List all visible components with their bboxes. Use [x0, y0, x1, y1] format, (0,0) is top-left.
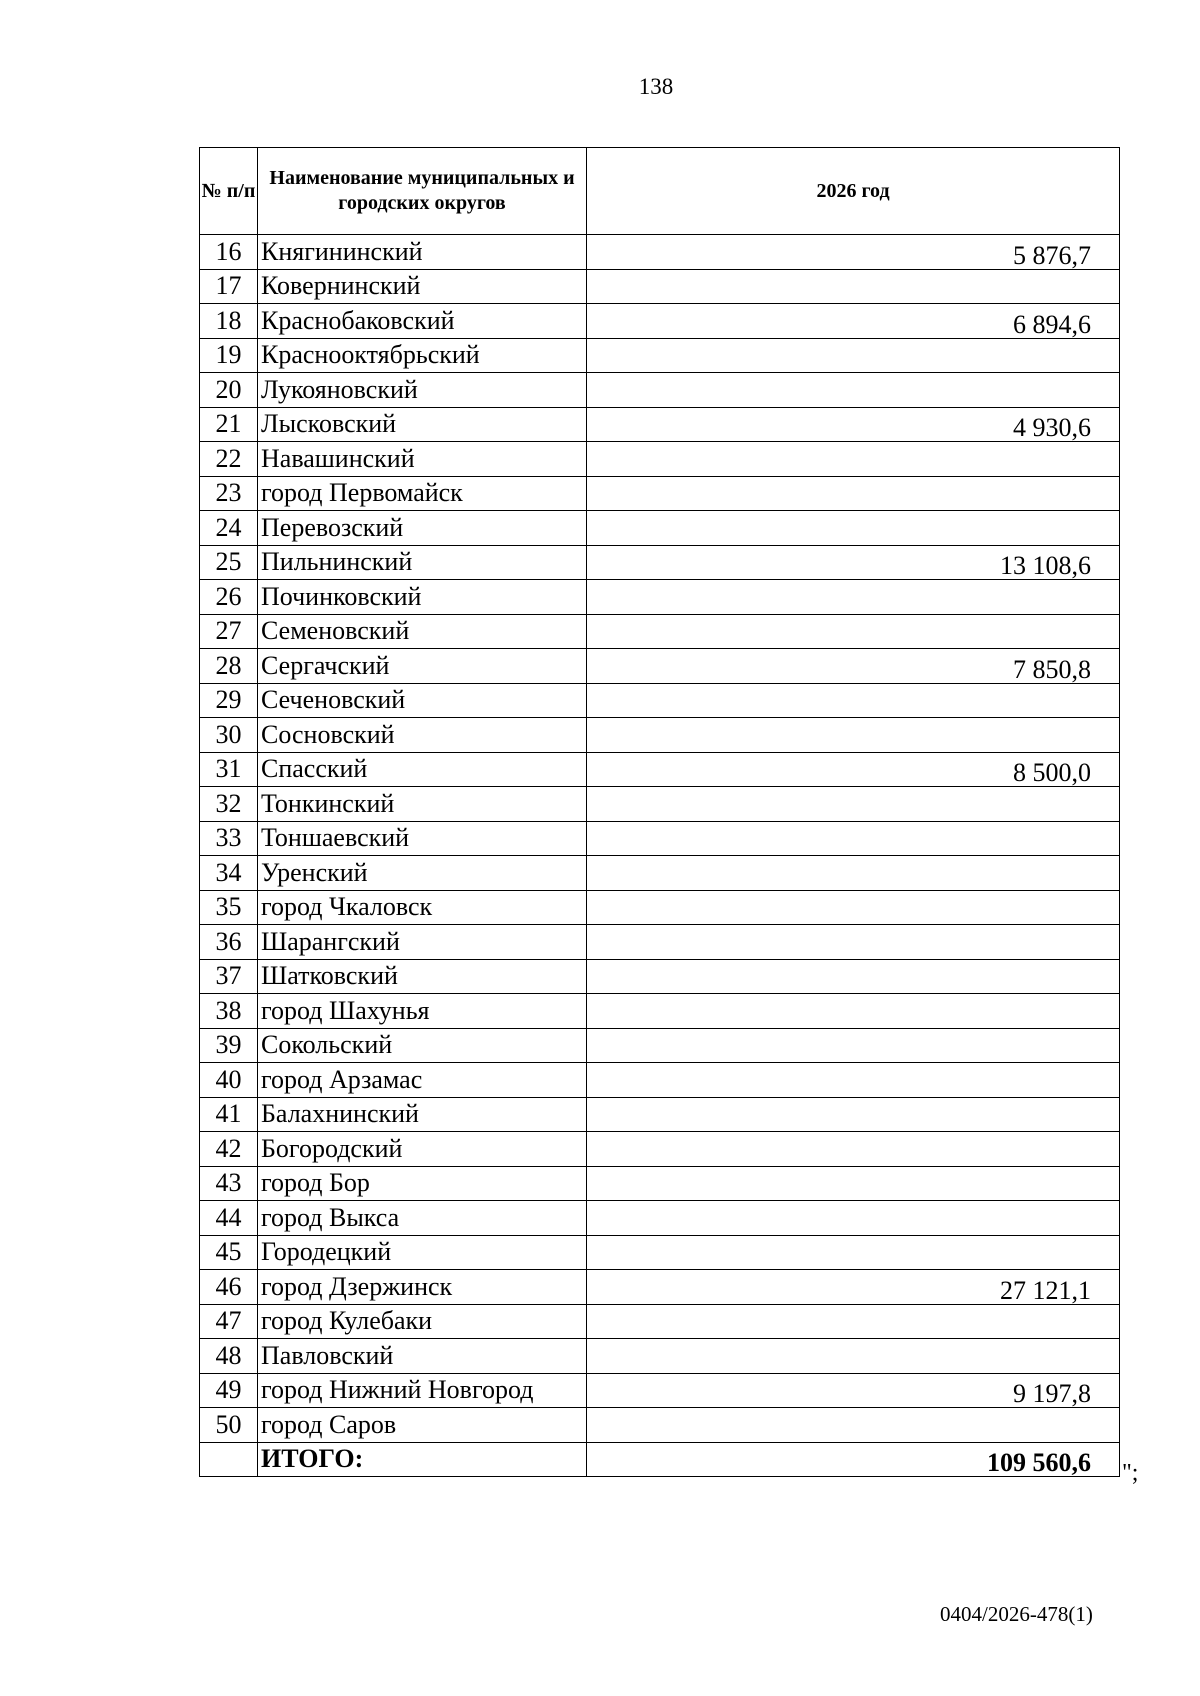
row-municipality-name: Сосновский: [258, 718, 587, 753]
row-number: 22: [200, 442, 258, 477]
row-value: 8 500,0: [587, 752, 1120, 787]
table-row: [200, 821, 1120, 856]
table-row: [200, 1166, 1120, 1201]
row-number: 45: [200, 1235, 258, 1270]
table-body: [200, 235, 1120, 1477]
total-row: [200, 1442, 1120, 1477]
row-municipality-name: Сокольский: [258, 1028, 587, 1063]
table-row: [200, 1304, 1120, 1339]
table-row: [200, 1235, 1120, 1270]
row-value: [587, 787, 1120, 822]
row-value: [587, 1132, 1120, 1167]
row-municipality-name: Городецкий: [258, 1235, 587, 1270]
row-municipality-name: Спасский: [258, 752, 587, 787]
row-value: 7 850,8: [587, 649, 1120, 684]
row-number: 18: [200, 304, 258, 339]
allocation-table: [199, 147, 1120, 1477]
table-row: [200, 787, 1120, 822]
table-row: [200, 304, 1120, 339]
row-municipality-name: Лысковский: [258, 407, 587, 442]
table-row: [200, 856, 1120, 891]
row-value: [587, 821, 1120, 856]
row-municipality-name: город Бор: [258, 1166, 587, 1201]
row-number: 50: [200, 1408, 258, 1443]
table-row: [200, 718, 1120, 753]
table-row: [200, 1270, 1120, 1305]
row-number: 30: [200, 718, 258, 753]
row-number: 39: [200, 1028, 258, 1063]
row-municipality-name: Уренский: [258, 856, 587, 891]
row-value: [587, 476, 1120, 511]
table-row: [200, 1063, 1120, 1098]
row-number: 44: [200, 1201, 258, 1236]
row-number: 42: [200, 1132, 258, 1167]
row-value: 4 930,6: [587, 407, 1120, 442]
row-number: 26: [200, 580, 258, 615]
row-number: 41: [200, 1097, 258, 1132]
row-municipality-name: Краснооктябрьский: [258, 338, 587, 373]
row-value: [587, 1063, 1120, 1098]
row-number: 20: [200, 373, 258, 408]
row-number: 38: [200, 994, 258, 1029]
row-municipality-name: Лукояновский: [258, 373, 587, 408]
row-number: 48: [200, 1339, 258, 1374]
row-value: [587, 925, 1120, 960]
table-header-row: [200, 148, 1120, 235]
table-row: [200, 407, 1120, 442]
table-row: [200, 752, 1120, 787]
row-value: [587, 1304, 1120, 1339]
row-municipality-name: город Кулебаки: [258, 1304, 587, 1339]
row-municipality-name: Перевозский: [258, 511, 587, 546]
table-row: [200, 1132, 1120, 1167]
row-value: [587, 994, 1120, 1029]
row-municipality-name: город Чкаловск: [258, 890, 587, 925]
row-value: 27 121,1: [587, 1270, 1120, 1305]
table-row: [200, 1201, 1120, 1236]
row-value: [587, 442, 1120, 477]
table-row: [200, 1373, 1120, 1408]
row-number: 16: [200, 235, 258, 270]
row-value: [587, 1235, 1120, 1270]
row-municipality-name: Тонкинский: [258, 787, 587, 822]
closing-quote-mark: ";: [1122, 1460, 1139, 1486]
row-municipality-name: Шарангский: [258, 925, 587, 960]
row-value: [587, 269, 1120, 304]
row-municipality-name: Ковернинский: [258, 269, 587, 304]
table-row: [200, 580, 1120, 615]
row-municipality-name: Павловский: [258, 1339, 587, 1374]
table-row: [200, 683, 1120, 718]
row-municipality-name: Семеновский: [258, 614, 587, 649]
table-row: [200, 1097, 1120, 1132]
row-value: [587, 511, 1120, 546]
row-value: [587, 1408, 1120, 1443]
table-row: [200, 994, 1120, 1029]
row-municipality-name: Краснобаковский: [258, 304, 587, 339]
row-value: [587, 959, 1120, 994]
row-value: [587, 580, 1120, 615]
row-number: 27: [200, 614, 258, 649]
row-value: 5 876,7: [587, 235, 1120, 270]
row-number: 35: [200, 890, 258, 925]
row-number: 47: [200, 1304, 258, 1339]
document-code: 0404/2026-478(1): [940, 1602, 1093, 1626]
table-row: [200, 959, 1120, 994]
row-value: 6 894,6: [587, 304, 1120, 339]
row-value: [587, 614, 1120, 649]
table-row: [200, 649, 1120, 684]
row-municipality-name: город Выкса: [258, 1201, 587, 1236]
row-value: 13 108,6: [587, 545, 1120, 580]
row-municipality-name: Сергачский: [258, 649, 587, 684]
row-number: 33: [200, 821, 258, 856]
header-name: Наименование муниципальных и городских округов: [258, 148, 587, 235]
row-number: 36: [200, 925, 258, 960]
row-value: [587, 718, 1120, 753]
row-municipality-name: город Нижний Новгород: [258, 1373, 587, 1408]
total-value: 109 560,6: [587, 1442, 1120, 1477]
row-value: [587, 338, 1120, 373]
row-municipality-name: Богородский: [258, 1132, 587, 1167]
row-number: 37: [200, 959, 258, 994]
row-number: 28: [200, 649, 258, 684]
table-row: [200, 1408, 1120, 1443]
header-num: № п/п: [200, 148, 258, 235]
row-value: [587, 1339, 1120, 1374]
row-number: 34: [200, 856, 258, 891]
row-value: [587, 683, 1120, 718]
row-municipality-name: город Арзамас: [258, 1063, 587, 1098]
row-municipality-name: город Первомайск: [258, 476, 587, 511]
row-number: 17: [200, 269, 258, 304]
row-number: 49: [200, 1373, 258, 1408]
total-number-cell: [200, 1442, 258, 1477]
row-number: 24: [200, 511, 258, 546]
table-row: [200, 373, 1120, 408]
row-municipality-name: Сеченовский: [258, 683, 587, 718]
table-row: [200, 269, 1120, 304]
row-value: [587, 1201, 1120, 1236]
row-value: [587, 1166, 1120, 1201]
table-row: [200, 511, 1120, 546]
row-municipality-name: Шатковский: [258, 959, 587, 994]
total-label: ИТОГО:: [258, 1442, 587, 1477]
table-row: [200, 1028, 1120, 1063]
row-value: [587, 1097, 1120, 1132]
row-municipality-name: город Саров: [258, 1408, 587, 1443]
row-municipality-name: город Шахунья: [258, 994, 587, 1029]
row-municipality-name: Княгининский: [258, 235, 587, 270]
row-value: 9 197,8: [587, 1373, 1120, 1408]
row-number: 31: [200, 752, 258, 787]
table-row: [200, 614, 1120, 649]
table-row: [200, 476, 1120, 511]
row-municipality-name: Навашинский: [258, 442, 587, 477]
row-value: [587, 373, 1120, 408]
row-value: [587, 856, 1120, 891]
row-value: [587, 890, 1120, 925]
row-municipality-name: Починковский: [258, 580, 587, 615]
row-number: 23: [200, 476, 258, 511]
table-row: [200, 545, 1120, 580]
row-number: 25: [200, 545, 258, 580]
table-row: [200, 1339, 1120, 1374]
row-municipality-name: Пильнинский: [258, 545, 587, 580]
row-number: 46: [200, 1270, 258, 1305]
table-row: [200, 442, 1120, 477]
table-row: [200, 338, 1120, 373]
row-number: 21: [200, 407, 258, 442]
row-number: 19: [200, 338, 258, 373]
row-municipality-name: Тоншаевский: [258, 821, 587, 856]
row-value: [587, 1028, 1120, 1063]
table-row: [200, 235, 1120, 270]
table-row: [200, 925, 1120, 960]
page-number: 138: [638, 74, 674, 99]
row-municipality-name: Балахнинский: [258, 1097, 587, 1132]
header-value: 2026 год: [587, 148, 1120, 235]
table-row: [200, 890, 1120, 925]
row-number: 40: [200, 1063, 258, 1098]
row-number: 43: [200, 1166, 258, 1201]
row-number: 32: [200, 787, 258, 822]
row-number: 29: [200, 683, 258, 718]
row-municipality-name: город Дзержинск: [258, 1270, 587, 1305]
